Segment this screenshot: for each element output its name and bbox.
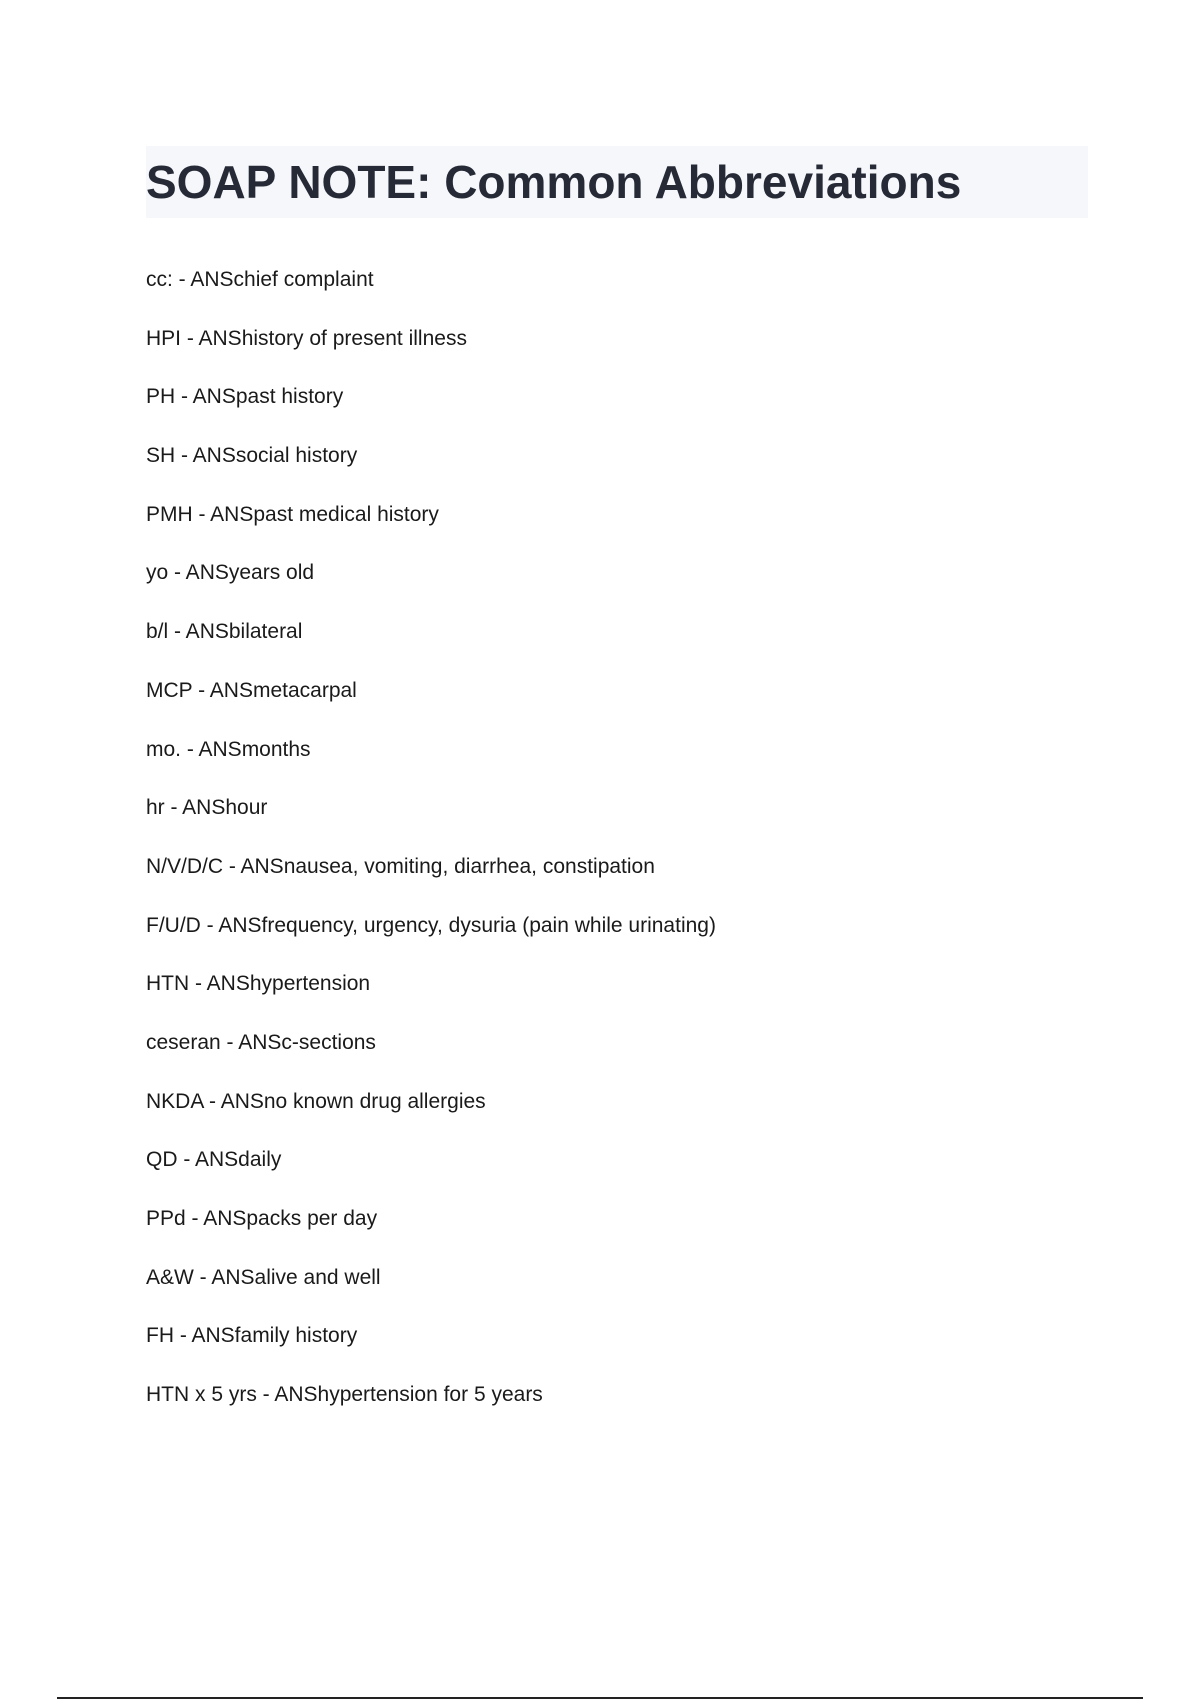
footer-rule [57, 1697, 1143, 1699]
abbreviation-entry: PMH - ANSpast medical history [146, 502, 439, 526]
abbreviation-entry: b/l - ANSbilateral [146, 620, 303, 644]
title-banner [146, 146, 1088, 218]
abbreviation-entry: SH - ANSsocial history [146, 444, 358, 468]
abbreviation-entry: yo - ANSyears old [146, 561, 315, 585]
abbreviation-entry: hr - ANShour [146, 796, 268, 820]
abbreviation-entry: QD - ANSdaily [146, 1148, 282, 1172]
abbreviation-entry: A&W - ANSalive and well [146, 1265, 381, 1289]
abbreviation-entry: HTN - ANShypertension [146, 972, 371, 996]
abbreviation-entry: N/V/D/C - ANSnausea, vomiting, diarrhea, constipation [146, 854, 655, 878]
abbreviation-entry: cc: - ANSchief complaint [146, 268, 374, 291]
abbreviation-entry: HTN x 5 yrs - ANShypertension for 5 years [146, 1383, 543, 1407]
abbreviation-list [146, 268, 716, 1442]
abbreviation-entry: FH - ANSfamily history [146, 1324, 358, 1348]
abbreviation-entry: MCP - ANSmetacarpal [146, 678, 357, 702]
abbreviation-entry: PH - ANSpast history [146, 385, 344, 409]
abbreviation-entry: ceseran - ANSc-sections [146, 1030, 376, 1054]
abbreviation-entry: PPd - ANSpacks per day [146, 1207, 378, 1230]
abbreviation-entry: NKDA - ANSno known drug allergies [146, 1089, 486, 1113]
abbreviation-entry: F/U/D - ANSfrequency, urgency, dysuria (pain while urinating) [146, 913, 716, 937]
abbreviation-entry: mo. - ANSmonths [146, 737, 311, 761]
page-title: SOAP NOTE: Common Abbreviations [146, 156, 962, 208]
abbreviation-entry: HPI - ANShistory of present illness [146, 326, 467, 350]
